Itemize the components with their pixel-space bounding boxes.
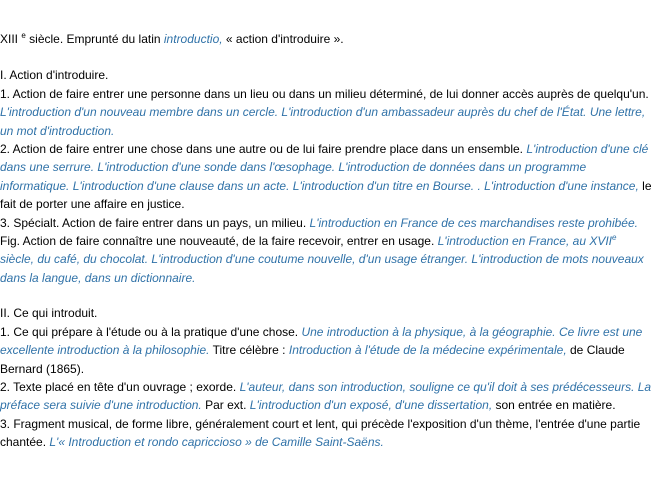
definition-text: 2. Texte placé en tête d'un ouvrage ; exorde. bbox=[0, 379, 240, 394]
spacer bbox=[0, 48, 652, 66]
definition-text: Fig. Action de faire connaître une nouveauté, de la faire recevoir, entrer en usage. bbox=[0, 234, 438, 249]
definition-example: L'« Introduction et rondo capriccioso » de Camille Saint-Saëns. bbox=[49, 435, 384, 450]
definition-text: 3. Spécialt. Action de faire entrer dans un pays, un milieu. bbox=[0, 215, 310, 230]
etymology-meaning: « action d'introduire ». bbox=[222, 32, 344, 46]
definition-example-sup: e bbox=[612, 233, 617, 243]
definition-text: 2. Action de faire entrer une chose dans une autre ou de lui faire prendre place dans un ensemble. bbox=[0, 142, 527, 157]
definition-text: 1. Ce qui prépare à l'étude ou à la pratique d'une chose. bbox=[0, 324, 302, 339]
etymology-line bbox=[0, 30, 652, 48]
section-1-figurative bbox=[0, 232, 652, 287]
definition-example: L'introduction en France, au XVII bbox=[437, 234, 613, 249]
definition-example-continued: siècle, du café, du chocolat. L'introduction d'une coutume nouvelle, d'un usage étranger. L'introduction de mots nouveaux dans la langue, dans un dictionnaire. bbox=[0, 252, 644, 285]
section-2-definition-3 bbox=[0, 415, 652, 452]
definition-example: L'introduction en France de ces marchandises reste prohibée. bbox=[309, 215, 638, 230]
section-1-definition-1 bbox=[0, 85, 652, 140]
definition-text-continued: Par ext. bbox=[201, 398, 250, 413]
definition-example: L'introduction d'un nouveau membre dans un cercle. L'introduction d'un ambassadeur auprès du chef de l'État. Une lettre, un mot d'introduction. bbox=[0, 105, 646, 138]
etymology-text: siècle. Emprunté du latin bbox=[25, 32, 164, 46]
definition-content bbox=[0, 30, 652, 452]
section-2-definition-2 bbox=[0, 378, 652, 415]
definition-example-2: Introduction à l'étude de la médecine expérimentale, bbox=[288, 343, 567, 358]
definition-example: Une introduction à la physique, à la géographie. Ce livre est une excellente introduction à la philosophie. bbox=[0, 324, 643, 358]
definition-text: 3. Fragment musical, de forme libre, généralement court et lent, qui précède l'exposition d'un thème, l'entrée d'une partie chantée. bbox=[0, 416, 641, 450]
definition-text-continued: le fait de porter une affaire en justice. bbox=[0, 178, 652, 212]
spacer bbox=[0, 287, 652, 304]
section-2-heading: II. Ce qui introduit. bbox=[0, 306, 98, 321]
etymology-century: XIII bbox=[0, 32, 19, 46]
definition-example: L'auteur, dans son introduction, souligne ce qu'il doit à ses prédécesseurs. La préface sera suivie d'une introduction. bbox=[0, 379, 652, 413]
definition-text-continued: Titre célèbre : bbox=[209, 343, 289, 358]
etymology-century-sup: e bbox=[21, 31, 26, 40]
definition-example-2: L'introduction d'un exposé, d'une dissertation, bbox=[249, 398, 493, 413]
definition-example: L'introduction d'une clé dans une serrure. L'introduction d'une sonde dans l'œsophage. L'introduction de données dans un programme informatique. L'introduction d'une clause dans un acte. L'introduction d'un titre en Bourse. . L'introduction d'une instance, bbox=[0, 142, 649, 193]
section-2-definition-1 bbox=[0, 323, 652, 378]
etymology-latin-word: introductio, bbox=[163, 32, 223, 46]
definition-text: 1. Action de faire entrer une personne dans un lieu ou dans un milieu déterminé, de lui donner accès auprès de quelqu'un. bbox=[0, 86, 649, 101]
section-1-definition-3 bbox=[0, 214, 652, 232]
section-1-definition-2 bbox=[0, 140, 652, 214]
section-1-heading: I. Action d'introduire. bbox=[0, 68, 109, 83]
definition-text-end: de Claude Bernard (1865). bbox=[0, 343, 625, 376]
definition-text-end: son entrée en matière. bbox=[492, 398, 616, 413]
